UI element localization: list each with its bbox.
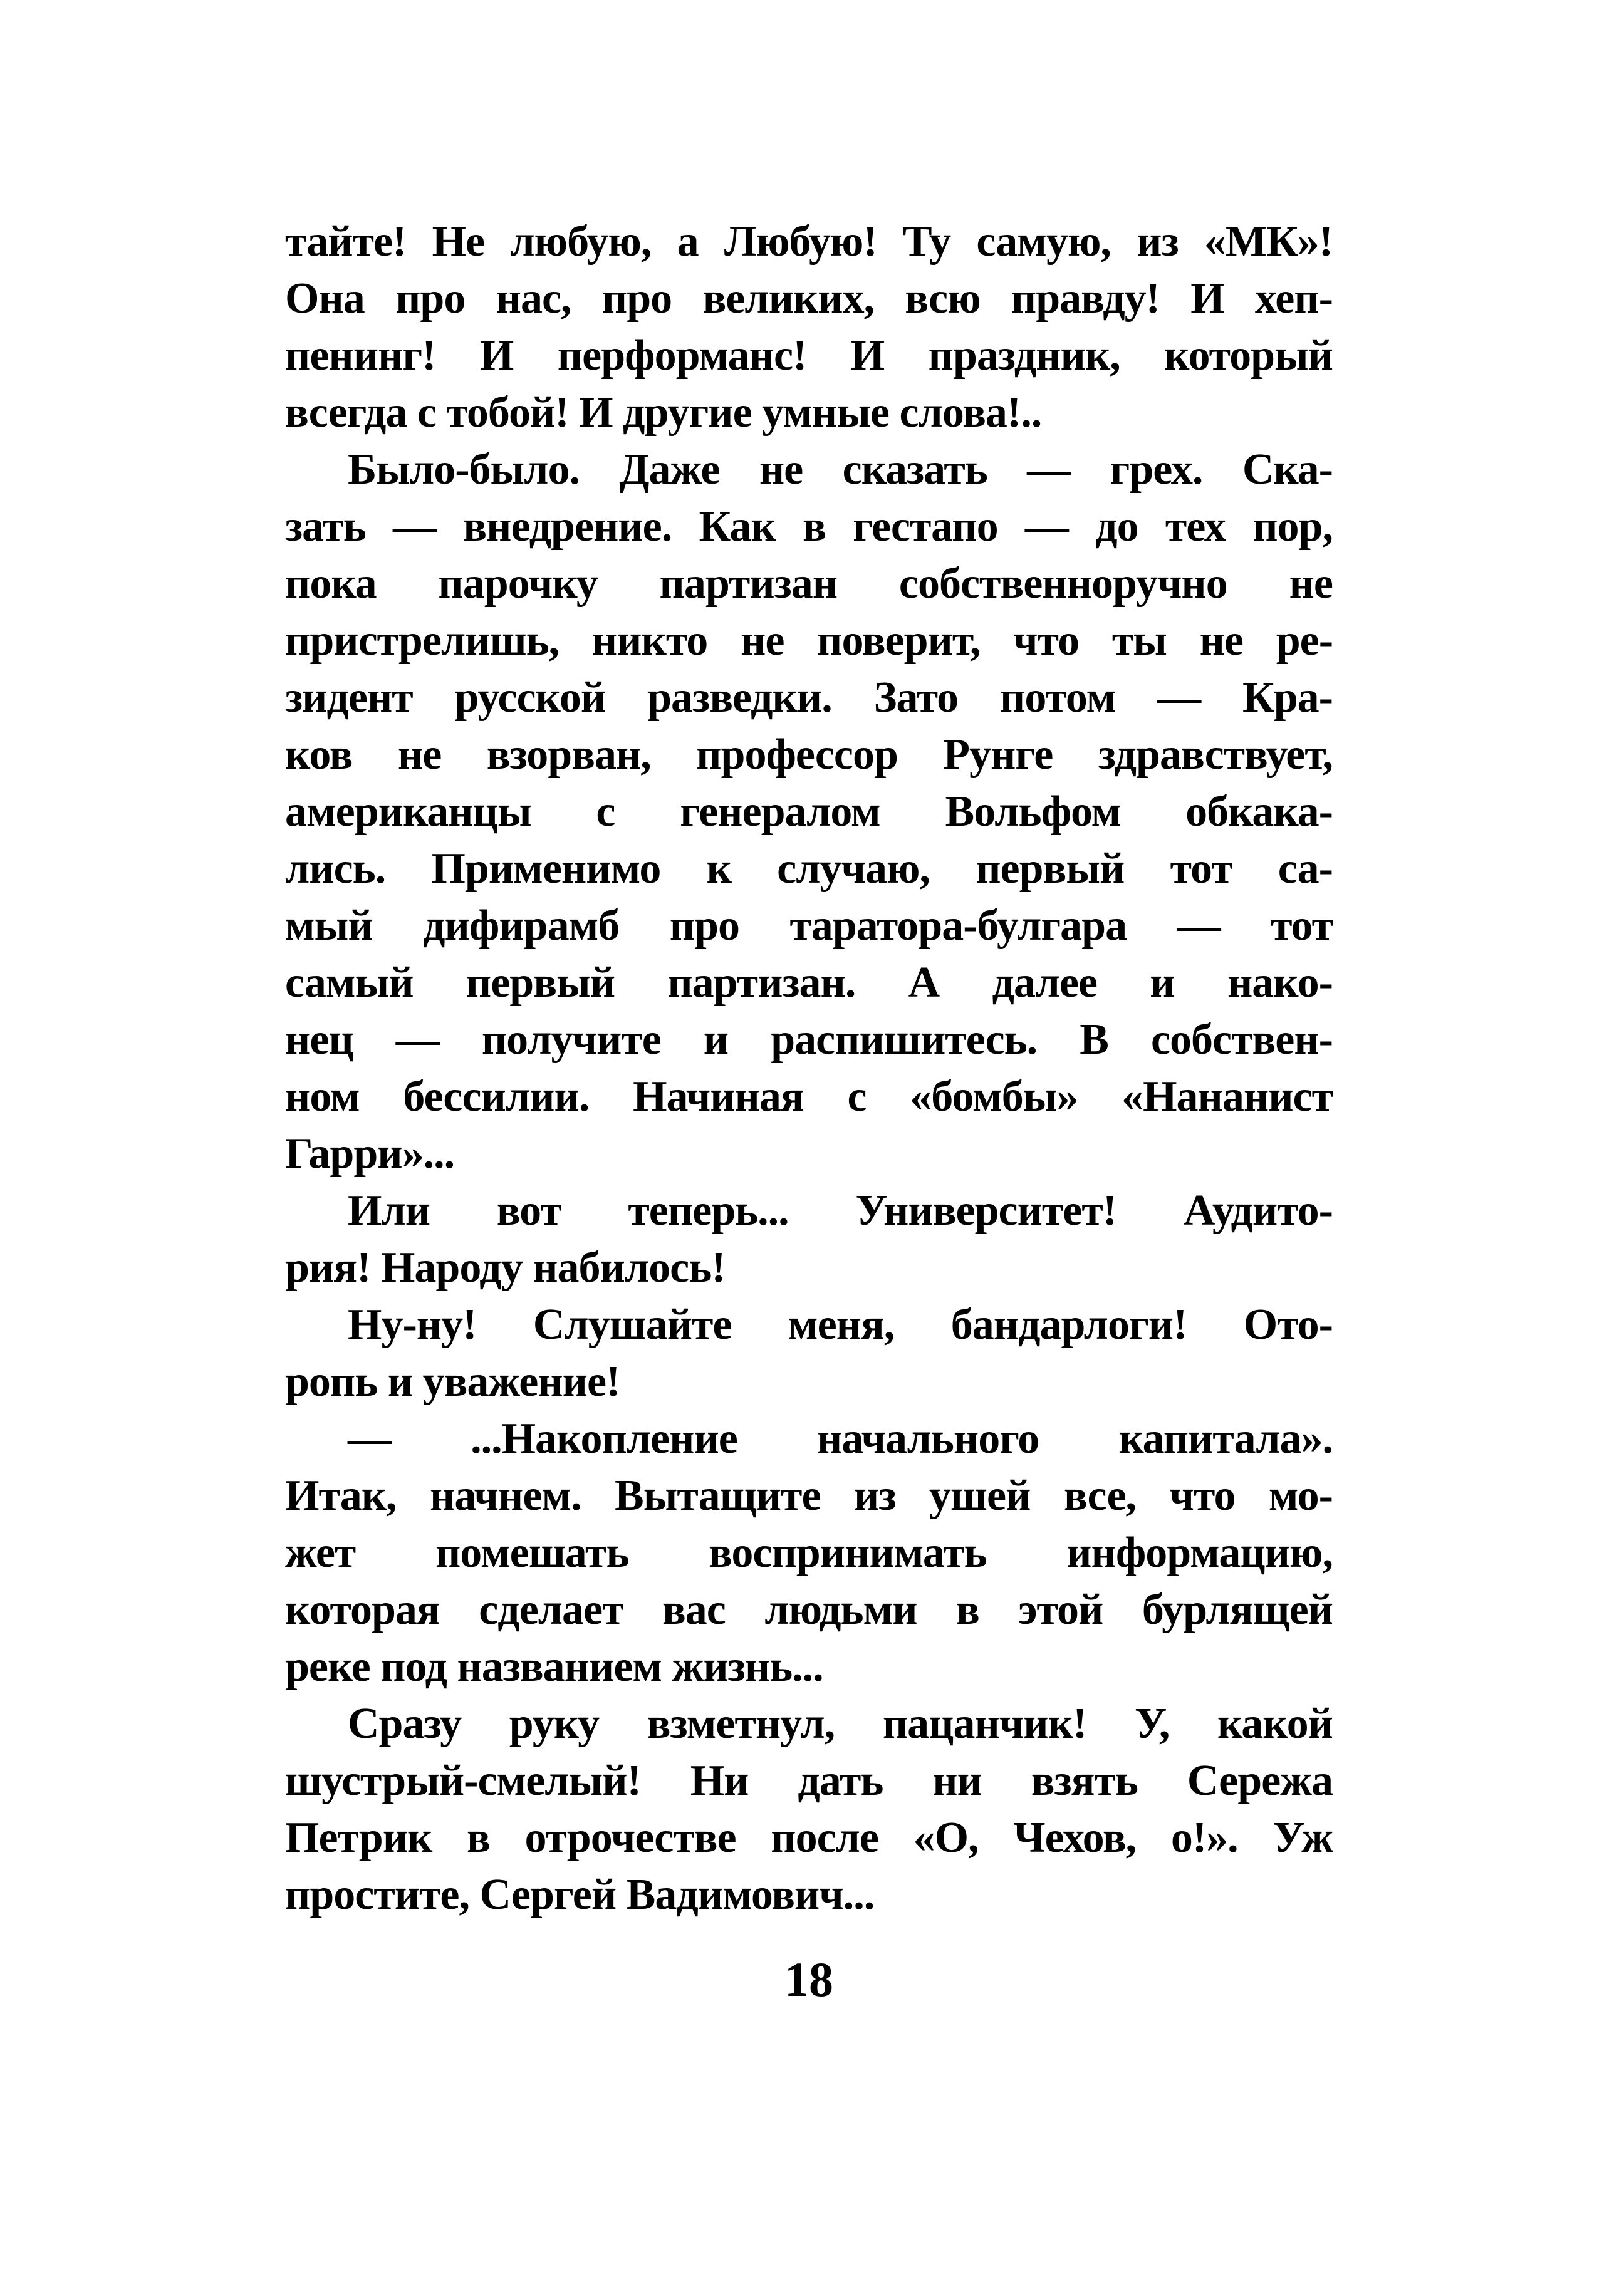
text-line: лись. Применимо к случаю, первый тот са- [285,844,1333,893]
text-line: пристрелишь, никто не поверит, что ты не ре- [285,616,1333,665]
text-line: Было-было. Даже не сказать — грех. Ска- [348,445,1333,494]
text-line: американцы с генералом Вольфом обкака- [285,787,1333,836]
text-line: Гарри»... [285,1130,455,1178]
text-line: Она про нас, про великих, всю правду! И хеп- [285,274,1333,323]
page-number: 18 [784,1952,833,2007]
text-line: мый дифирамб про таратора-булгара — тот [285,901,1333,950]
text-line: ропь и уважение! [285,1358,620,1406]
body-text [285,213,1333,1923]
text-line: пока парочку партизан собственноручно не [285,559,1333,608]
text-line: Ну-ну! Слушайте меня, бандарлоги! Ото- [348,1301,1333,1349]
text-line: всегда с тобой! И другие умные слова!.. [285,388,1042,437]
text-line: которая сделает вас людьми в этой бурлящей [285,1586,1333,1634]
text-line: — ...Накопление начального капитала». [348,1415,1333,1463]
text-line: простите, Сергей Вадимович... [285,1871,875,1919]
text-line: самый первый партизан. А далее и нако- [285,958,1333,1007]
text-line: жет помешать воспринимать информацию, [285,1529,1333,1577]
text-line: ном бессилии. Начиная с «бомбы» «Нананист [285,1073,1333,1121]
text-line: зидент русской разведки. Зато потом — Кра- [285,673,1333,722]
text-line: Или вот теперь... Университет! Аудито- [348,1187,1333,1235]
text-line: нец — получите и распишитесь. В собствен- [285,1016,1333,1064]
text-line: Петрик в отрочестве после «О, Чехов, о!». Уж [285,1814,1333,1862]
text-line: Сразу руку взметнул, пацанчик! У, какой [348,1700,1333,1748]
text-line: шустрый-смелый! Ни дать ни взять Сережа [285,1757,1333,1805]
text-line: пенинг! И перформанс! И праздник, который [285,331,1333,380]
text-line: реке под названием жизнь... [285,1643,823,1691]
text-line: зать — внедрение. Как в гестапо — до тех пор, [285,502,1333,551]
text-line: ков не взорван, профессор Рунге здравствует, [285,730,1333,779]
text-line: рия! Народу набилось! [285,1244,726,1292]
text-line: тайте! Не любую, а Любую! Ту самую, из «МК»! [285,217,1333,266]
text-line: Итак, начнем. Вытащите из ушей все, что мо- [285,1472,1333,1520]
